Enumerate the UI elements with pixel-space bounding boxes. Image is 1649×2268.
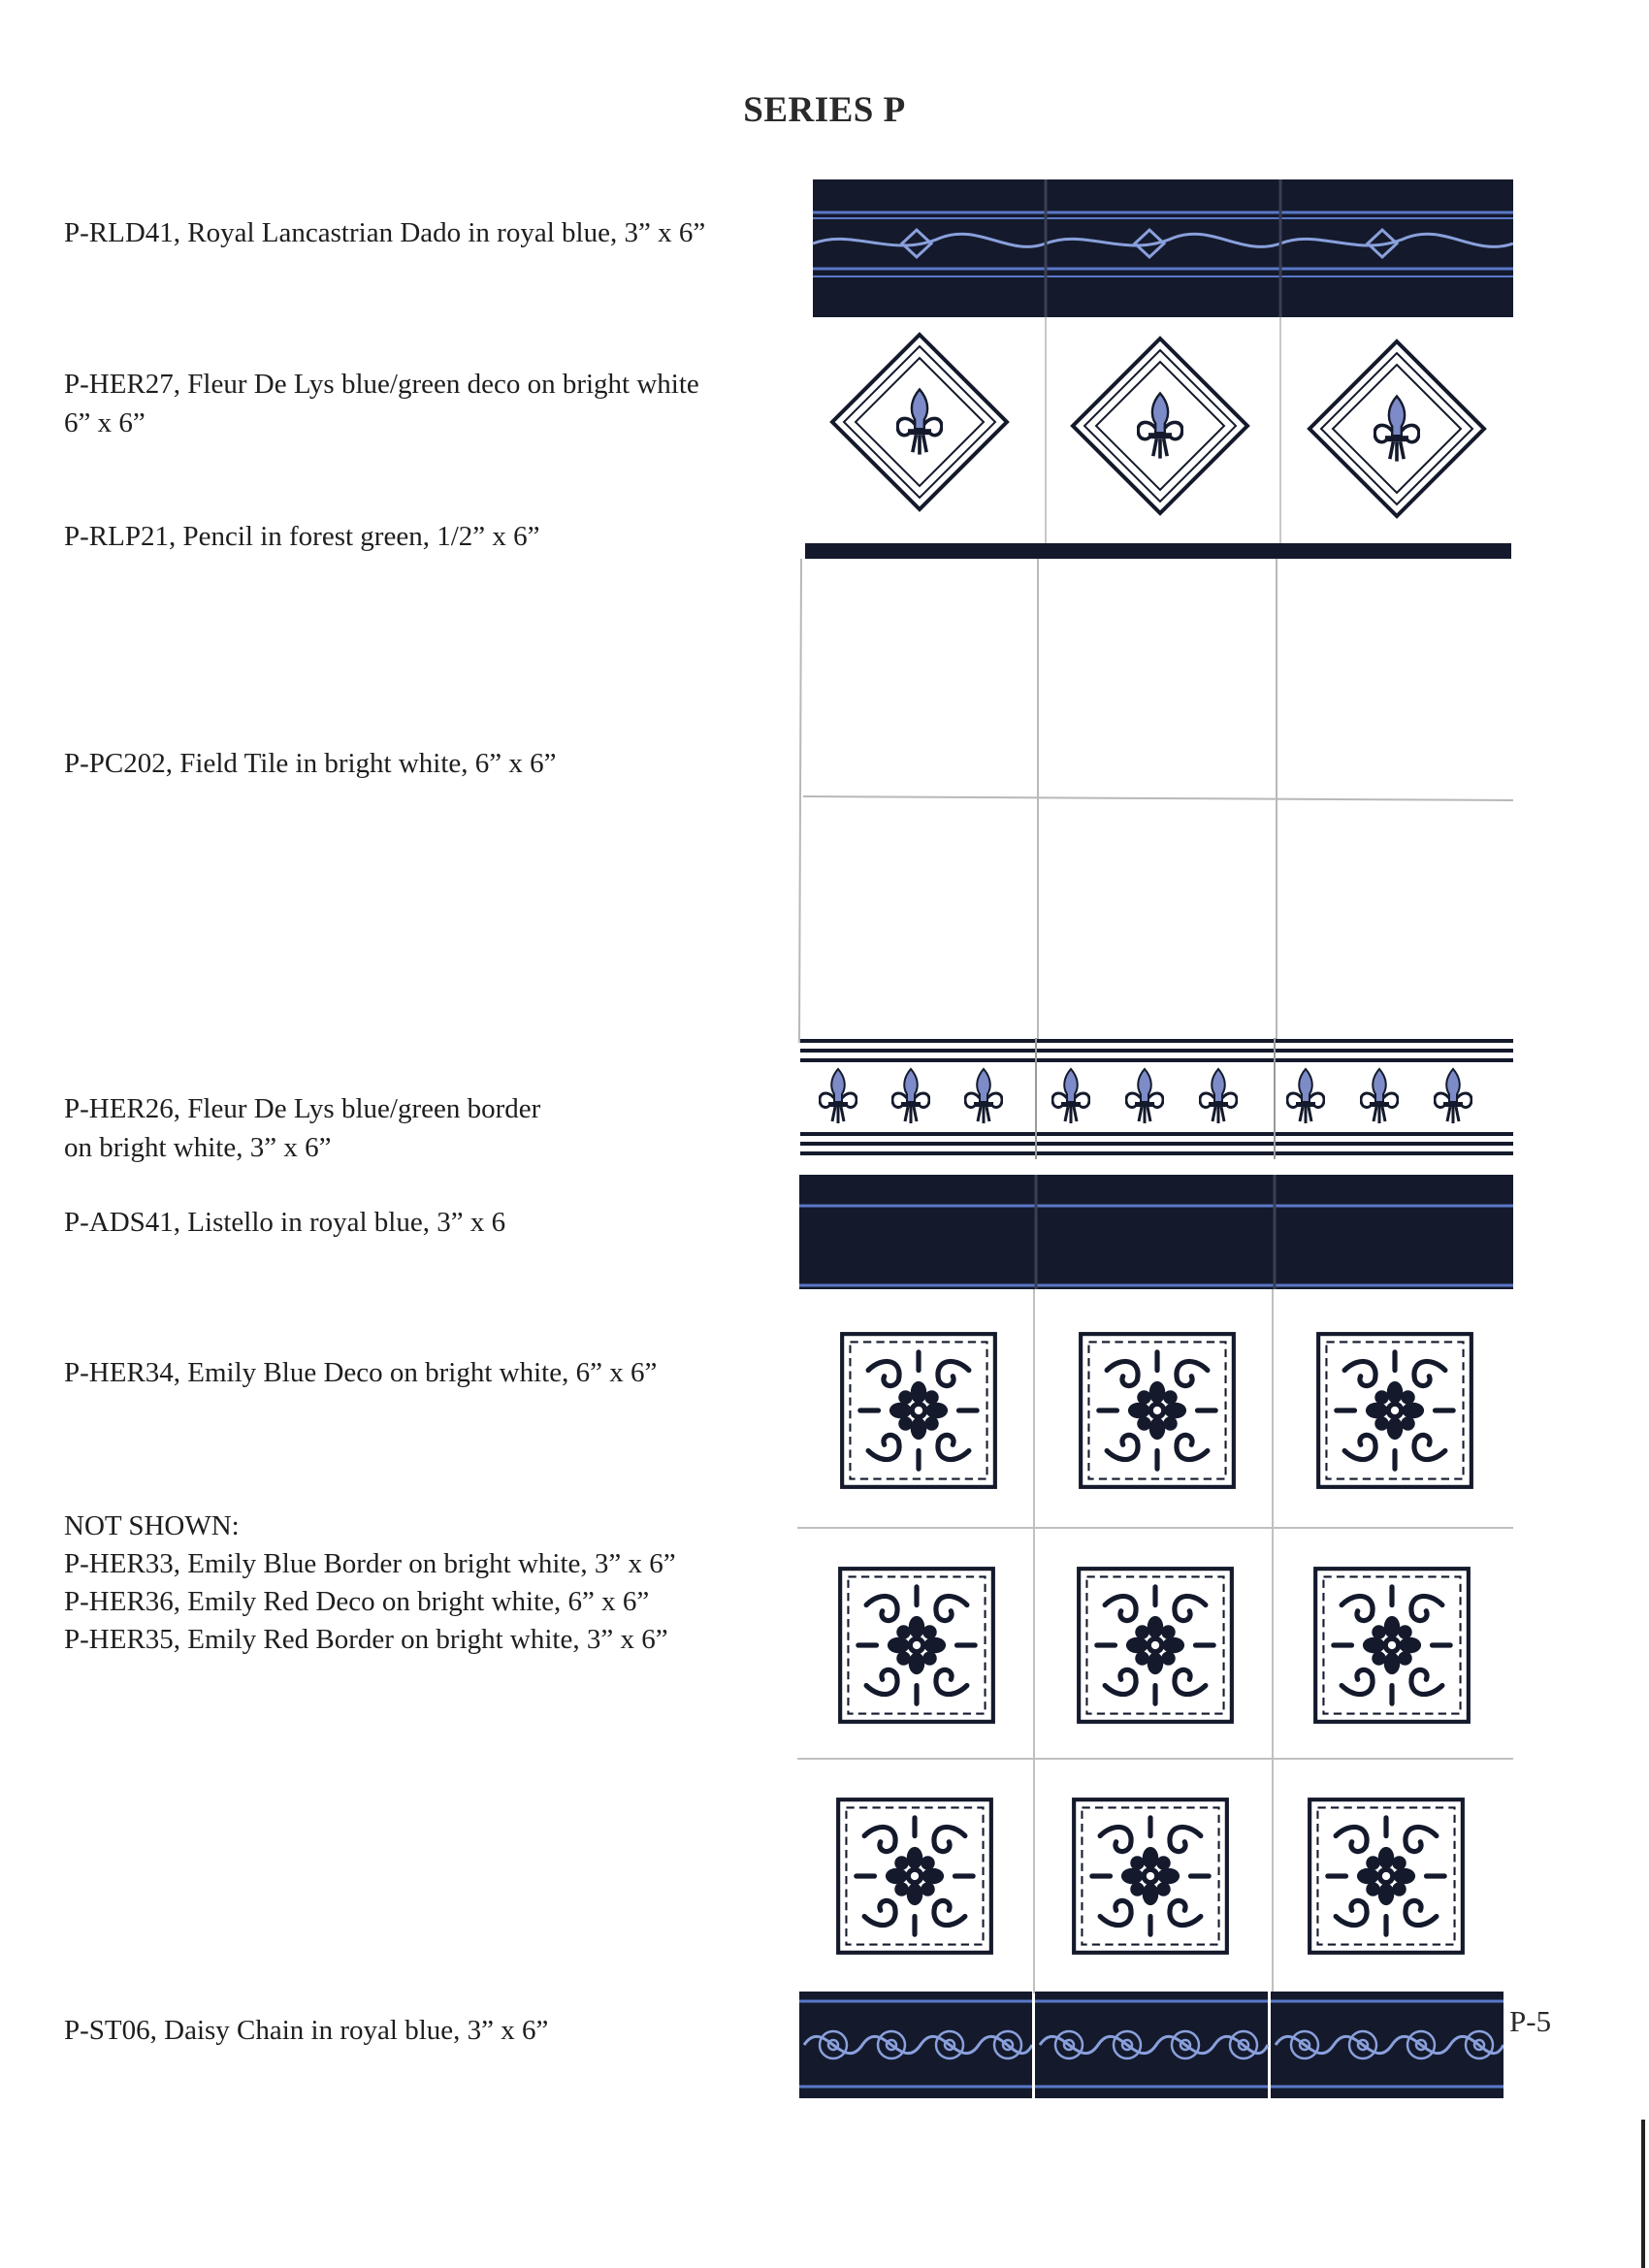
label-line: P-HER36, Emily Red Deco on bright white, 6” x 6” xyxy=(64,1586,650,1617)
label-p-pc202 xyxy=(64,744,557,783)
label-p-her27 xyxy=(64,365,699,442)
label-p-st06 xyxy=(64,2011,548,2050)
label-line: P-HER27, Fleur De Lys blue/green deco on bright white xyxy=(64,369,699,400)
label-line: P-ST06, Daisy Chain in royal blue, 3” x 6” xyxy=(64,2015,549,2046)
label-p-her26 xyxy=(64,1089,540,1167)
pencil-strip xyxy=(805,543,1511,559)
label-p-ads41 xyxy=(64,1203,505,1242)
page-title: SERIES P xyxy=(743,90,906,130)
label-line: P-ADS41, Listello in royal blue, 3” x 6 xyxy=(64,1207,506,1238)
daisy-chain-tiles-row xyxy=(799,1992,1504,2098)
label-line: on bright white, 3” x 6” xyxy=(64,1132,332,1163)
label-p-rld41 xyxy=(64,213,705,252)
label-line: P-RLP21, Pencil in forest green, 1/2” x 6” xyxy=(64,521,540,552)
label-p-rlp21 xyxy=(64,517,540,556)
page-number: P-5 xyxy=(1509,2004,1552,2038)
label-line: P-HER26, Fleur De Lys blue/green border xyxy=(64,1093,541,1124)
label-line: NOT SHOWN: xyxy=(64,1510,240,1541)
scan-edge-mark xyxy=(1641,2120,1645,2268)
label-line: P-RLD41, Royal Lancastrian Dado in royal blue, 3” x 6” xyxy=(64,217,706,248)
label-not-shown xyxy=(64,1507,676,1659)
field-tiles xyxy=(799,559,1513,1043)
listello-tiles-row xyxy=(799,1175,1513,1289)
label-line: P-HER33, Emily Blue Border on bright white, 3” x 6” xyxy=(64,1548,676,1579)
fleur-deco-tiles-row xyxy=(813,317,1513,548)
label-line: P-HER34, Emily Blue Deco on bright white, 6” x 6” xyxy=(64,1357,658,1388)
fleur-border-tiles-row xyxy=(800,1038,1513,1159)
label-line: P-HER35, Emily Red Border on bright white, 3” x 6” xyxy=(64,1624,668,1655)
label-p-her34 xyxy=(64,1353,657,1392)
label-line: P-PC202, Field Tile in bright white, 6” x 6” xyxy=(64,748,557,779)
tile-panel xyxy=(795,179,1513,2100)
dado-tiles-row xyxy=(813,179,1513,317)
label-line: 6” x 6” xyxy=(64,407,146,438)
emily-deco-tiles-grid xyxy=(797,1289,1513,1993)
